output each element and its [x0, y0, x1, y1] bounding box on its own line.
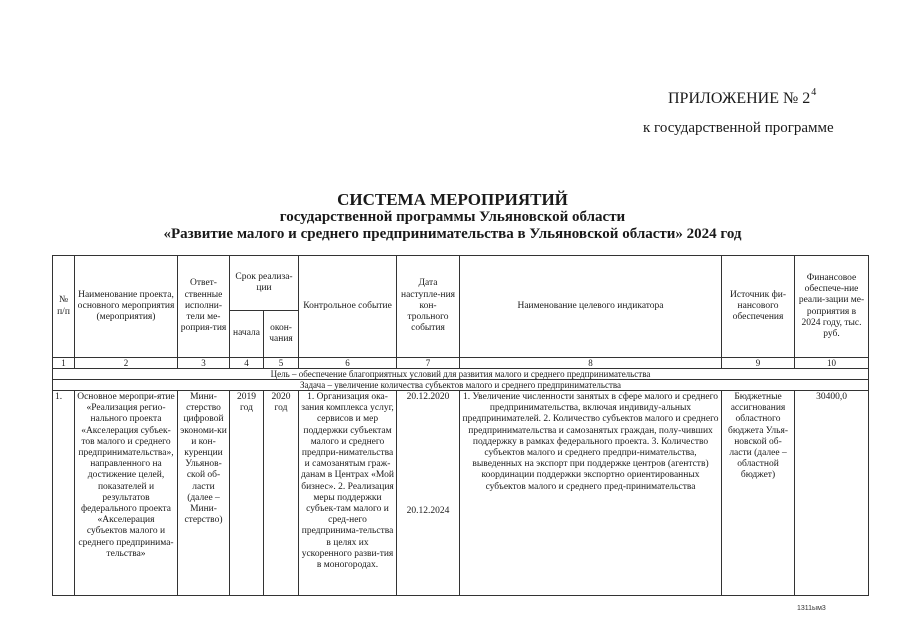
header-responsible: Ответ-ственные исполни-тели ме-роприя-тия: [178, 256, 230, 358]
title-line-2: государственной программы Ульяновской области: [279, 209, 626, 225]
column-numbers-row: [53, 358, 869, 369]
goal-row: [53, 369, 869, 380]
appendix-superscript: 4: [811, 87, 817, 98]
row-finance-amount: 30400,0: [795, 391, 869, 596]
header-start: начала: [230, 311, 264, 358]
header-source: Источник фи-нансового обеспечения: [722, 256, 795, 358]
col-number: 9: [722, 358, 795, 369]
col-number: 6: [299, 358, 397, 369]
row-num: 1.: [53, 391, 75, 596]
col-number: 1: [53, 358, 75, 369]
header-end: окон-чания: [264, 311, 299, 358]
row-responsible: Мини-стерство цифровой экономи-ки и кон-куренции Ульянов-ской об-ласти (далее – Мини-стерство): [178, 391, 230, 596]
table-header-row: [53, 256, 869, 311]
appendix-label: ПРИЛОЖЕНИЕ № $2^4$: [668, 87, 817, 107]
row-event-dates: [397, 391, 460, 596]
to-program-label: к государственной программе: [643, 120, 834, 136]
col-number: 2: [75, 358, 178, 369]
row-indicators: 1. Увеличение численности занятых в сфере малого и среднего предпринимательства, включая индивиду-альных предпринимателей. 2. Количество субъектов малого и среднего предпринимательства и самозанятых граждан, полу-чивших поддержку в рамках федерального проекта. 3. Количество субъектов малого и среднего предпри-нимательства, выведенных на экспорт при поддержке центров (агентств) координации поддержки экспортно ориентированных субъектов малого и среднего пред-принимательства: [460, 391, 722, 596]
row-start-year: 2019 год: [230, 391, 264, 596]
footer-code: 1311ым3: [797, 605, 826, 612]
event-date-2: 20.12.2024: [406, 506, 450, 517]
row-control-event: 1. Организация ока-зания комплекса услуг, сервисов и мер поддержки субъектам малого и среднего предпри-нимательства и самозанятым граж-данам в Центрах «Мой бизнес». 2. Реализация меры поддержки субъек-там малого и сред-него предпринима-тельства в целях их ускоренного разви-тия в моногородах.: [299, 391, 397, 596]
event-date-1: 20.12.2020: [406, 392, 450, 402]
header-finance: Финансовое обеспече-ние реали-зации ме-роприятия в 2024 году, тыс. руб.: [795, 256, 869, 358]
header-event: Контрольное событие: [299, 256, 397, 358]
col-number: 7: [397, 358, 460, 369]
row-funding-source: Бюджетные ассигнования областного бюджета Улья-новской об-ласти (далее – областной бюджет): [722, 391, 795, 596]
col-number: 3: [178, 358, 230, 369]
task-text: Задача – увеличение количества субъектов малого и среднего предпринимательства: [53, 380, 869, 391]
task-row: [53, 380, 869, 391]
table-row: [53, 391, 869, 596]
col-number: 8: [460, 358, 722, 369]
header-term: Срок реализа-ции: [230, 256, 299, 311]
title-line-3: «Развитие малого и среднего предпринимательства в Ульяновской области» 2024 год: [163, 226, 742, 242]
col-number: 10: [795, 358, 869, 369]
col-number: 5: [264, 358, 299, 369]
col-number: 4: [230, 358, 264, 369]
document-title: [0, 191, 905, 243]
header-num: № п/п: [53, 256, 75, 358]
header-indicator: Наименование целевого индикатора: [460, 256, 722, 358]
header-name: Наименование проекта, основного мероприятия (мероприятия): [75, 256, 178, 358]
row-measure-name: Основное меропри-ятие «Реализация регио-нального проекта «Акселерация субъек-тов малого и среднего предпринимательства», направленного на достижение целей, показателей и результатов федерального проекта «Акселерация субъектов малого и среднего предпринима-тельства»: [75, 391, 178, 596]
title-line-1: СИСТЕМА МЕРОПРИЯТИЙ: [337, 190, 568, 209]
row-end-year: 2020 год: [264, 391, 299, 596]
measures-table: [52, 255, 869, 596]
header-date: Дата наступле-ния кон-трольного события: [397, 256, 460, 358]
goal-text: Цель – обеспечение благоприятных условий для развития малого и среднего предпринимательства: [53, 369, 869, 380]
